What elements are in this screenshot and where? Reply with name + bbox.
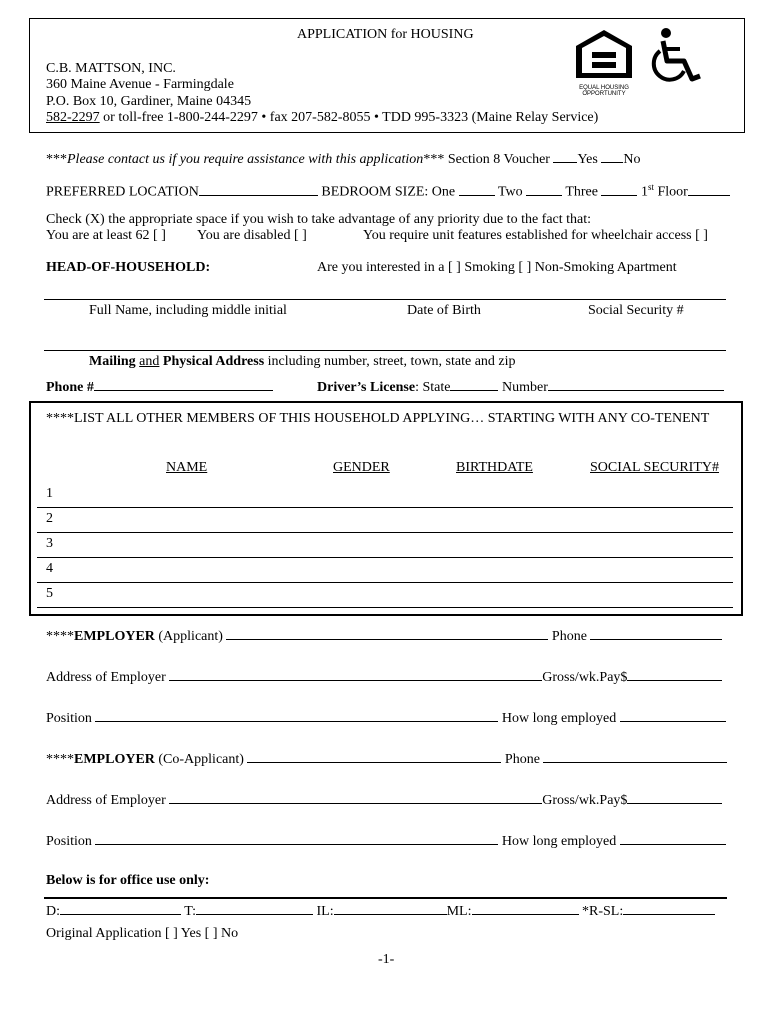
table-row[interactable] xyxy=(37,532,733,533)
employer-applicant-line xyxy=(46,627,722,645)
employer-phone-blank[interactable] xyxy=(590,627,722,640)
co-applicant-label: (Co-Applicant) xyxy=(154,752,244,767)
preferred-location-label: PREFERRED LOCATION xyxy=(46,184,199,200)
employer-address-blank[interactable] xyxy=(169,668,542,681)
office-il-label: IL: xyxy=(316,904,334,919)
equal-housing-logo-text: EQUAL HOUSING OPPORTUNITY xyxy=(579,85,629,97)
phone-blank[interactable] xyxy=(94,378,273,391)
priority-wheelchair[interactable]: You require unit features established for wheelchair access [ ] xyxy=(363,228,708,243)
license-state-blank[interactable] xyxy=(450,378,498,391)
table-row[interactable] xyxy=(37,582,733,583)
column-gender: GENDER xyxy=(333,460,390,475)
assistance-prefix: *** xyxy=(46,152,67,167)
co-gross-pay-blank[interactable] xyxy=(627,791,722,804)
employer-address-line xyxy=(46,668,722,686)
position-line xyxy=(46,709,726,727)
priority-age[interactable]: You are at least 62 [ ] xyxy=(46,228,166,243)
office-rsl-label: *R-SL: xyxy=(582,904,624,919)
preferred-location-blank[interactable] xyxy=(199,183,318,196)
head-of-household-label: HEAD-OF-HOUSEHOLD: xyxy=(46,260,211,275)
position-label: Position xyxy=(46,711,92,726)
column-birthdate: BIRTHDATE xyxy=(456,460,533,475)
bedroom-two-blank[interactable] xyxy=(526,183,562,196)
voucher-no-label: No xyxy=(623,152,641,167)
co-employer-address-label: Address of Employer xyxy=(46,793,166,808)
company-address-1: 360 Maine Avenue - Farmingdale xyxy=(46,77,234,92)
employer-label: EMPLOYER xyxy=(74,629,155,644)
office-il-blank[interactable] xyxy=(334,902,447,915)
co-gross-pay-label: Gross/wk.Pay$ xyxy=(542,793,628,808)
company-phone: 582-2297 xyxy=(46,110,100,125)
full-name-label: Full Name, including middle initial xyxy=(89,303,287,318)
phone-line xyxy=(46,378,273,396)
co-how-long-label: How long employed xyxy=(498,834,620,849)
employer-address-label: Address of Employer xyxy=(46,670,166,685)
member-row-number: 4 xyxy=(46,561,53,576)
preferred-line xyxy=(46,182,730,201)
office-d-label: D: xyxy=(46,904,60,919)
office-ml-label: ML: xyxy=(446,904,472,919)
voucher-no-blank[interactable] xyxy=(601,150,623,163)
physical-address-word: Physical Address xyxy=(162,354,265,369)
assistance-text: Please contact us if you require assistance with this application xyxy=(67,152,424,167)
bedroom-three-label: Three xyxy=(565,184,598,200)
dob-label: Date of Birth xyxy=(407,303,481,318)
phone-label: Phone # xyxy=(46,380,94,395)
bedroom-one-blank[interactable] xyxy=(459,183,495,196)
co-employer-phone-label: Phone xyxy=(501,752,544,767)
license-label: Driver’s License xyxy=(317,380,416,395)
members-heading: ****LIST ALL OTHER MEMBERS OF THIS HOUSEHOLD APPLYING… STARTING WITH ANY CO-TENENT xyxy=(46,411,710,426)
wheelchair-icon xyxy=(648,27,704,92)
how-long-label: How long employed xyxy=(498,711,620,726)
column-social-security: SOCIAL SECURITY# xyxy=(590,460,719,475)
applicant-label: (Applicant) xyxy=(154,629,223,644)
and-word: and xyxy=(139,354,160,369)
member-row-number: 5 xyxy=(46,586,53,601)
position-blank[interactable] xyxy=(95,709,498,722)
table-row[interactable] xyxy=(37,607,733,608)
mailing-address-rest: including number, street, town, state and zip xyxy=(264,354,516,369)
office-d-blank[interactable] xyxy=(60,902,181,915)
employer-coapplicant-line xyxy=(46,750,727,768)
employer-phone-label: Phone xyxy=(548,629,591,644)
company-name: C.B. MATTSON, INC. xyxy=(46,61,176,76)
address-line[interactable] xyxy=(44,350,726,351)
employer-stars: **** xyxy=(46,752,74,767)
table-row[interactable] xyxy=(37,557,733,558)
bedroom-three-blank[interactable] xyxy=(601,183,637,196)
employer-applicant-blank[interactable] xyxy=(226,627,548,640)
license-number-blank[interactable] xyxy=(548,378,724,391)
ssn-label: Social Security # xyxy=(588,303,684,318)
original-application[interactable]: Original Application [ ] Yes [ ] No xyxy=(46,926,239,941)
co-employer-phone-blank[interactable] xyxy=(543,750,727,763)
gross-pay-blank[interactable] xyxy=(627,668,722,681)
first-floor-label: Floor xyxy=(654,184,688,200)
column-name: NAME xyxy=(166,460,208,475)
member-row-number: 1 xyxy=(46,486,53,501)
office-t-blank[interactable] xyxy=(196,902,313,915)
license-state-label: : State xyxy=(415,380,451,395)
first-floor-blank[interactable] xyxy=(688,183,730,196)
member-row-number: 2 xyxy=(46,511,53,526)
co-position-label: Position xyxy=(46,834,92,849)
office-fields-line xyxy=(46,902,715,920)
license-number-label: Number xyxy=(498,380,548,395)
how-long-blank[interactable] xyxy=(620,709,726,722)
bedroom-size-label: BEDROOM SIZE: One xyxy=(321,184,456,200)
license-line xyxy=(317,378,724,396)
table-row[interactable] xyxy=(37,507,733,508)
first-floor-sup: st xyxy=(647,182,654,192)
form-title: APPLICATION for HOUSING xyxy=(297,27,474,42)
office-ml-blank[interactable] xyxy=(472,902,579,915)
co-employer-address-line xyxy=(46,791,722,809)
equal-housing-icon xyxy=(572,28,636,80)
smoking-preference[interactable]: Are you interested in a [ ] Smoking [ ] Non-Smoking Apartment xyxy=(317,260,677,275)
mailing-word: Mailing xyxy=(89,354,136,369)
office-divider xyxy=(44,897,727,899)
first-floor-number: 1 xyxy=(640,184,648,200)
equal-housing-logo xyxy=(572,28,636,97)
voucher-yes-label: Yes xyxy=(577,152,602,167)
employer-coapplicant-blank[interactable] xyxy=(247,750,501,763)
office-use-heading: Below is for office use only: xyxy=(46,873,210,888)
bedroom-two-label: Two xyxy=(497,184,523,200)
office-t-label: T: xyxy=(184,904,196,919)
assistance-line xyxy=(46,150,640,168)
employer-stars: **** xyxy=(46,629,74,644)
voucher-yes-blank[interactable] xyxy=(553,150,577,163)
company-contact xyxy=(46,110,598,126)
mailing-address-label xyxy=(89,354,516,370)
members-box xyxy=(29,401,743,616)
company-contact-rest: or toll-free 1-800-244-2297 • fax 207-582-8055 • TDD 995-3323 (Maine Relay Service) xyxy=(99,110,599,125)
office-rsl-blank[interactable] xyxy=(623,902,715,915)
gross-pay-label: Gross/wk.Pay$ xyxy=(542,670,628,685)
co-employer-address-blank[interactable] xyxy=(169,791,542,804)
member-row-number: 3 xyxy=(46,536,53,551)
priority-disabled[interactable]: You are disabled [ ] xyxy=(197,228,307,243)
co-position-line xyxy=(46,832,726,850)
voucher-label: *** Section 8 Voucher xyxy=(423,152,554,167)
page-number: -1- xyxy=(378,952,395,967)
priority-intro: Check (X) the appropriate space if you wish to take advantage of any priority due to the fact that: xyxy=(46,212,592,227)
employer-label: EMPLOYER xyxy=(74,752,155,767)
co-position-blank[interactable] xyxy=(95,832,498,845)
company-address-2: P.O. Box 10, Gardiner, Maine 04345 xyxy=(46,94,252,109)
name-line[interactable] xyxy=(44,299,726,300)
co-how-long-blank[interactable] xyxy=(620,832,726,845)
